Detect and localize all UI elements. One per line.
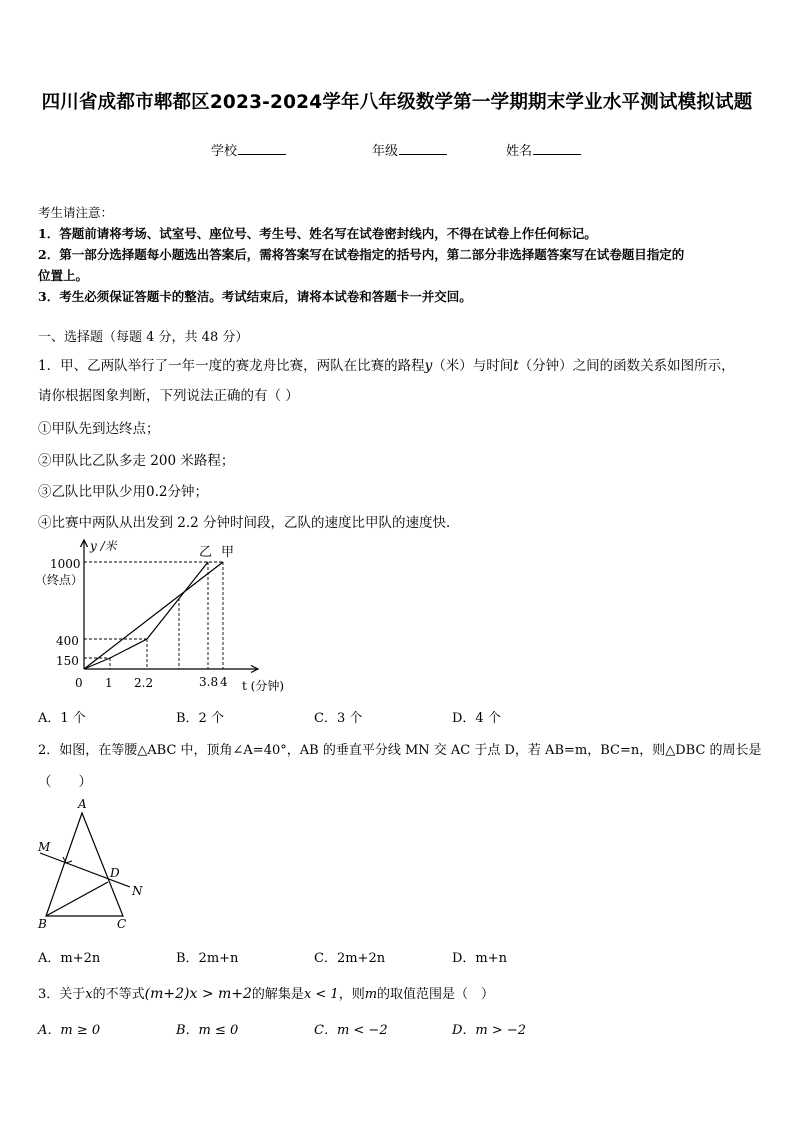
- series-label-yi: 乙: [199, 545, 213, 560]
- q3-solution: x < 1: [303, 987, 339, 1002]
- q1-option-c: C．3 个: [314, 711, 363, 726]
- school-field: 学校: [211, 140, 286, 159]
- label-b: B: [38, 917, 47, 931]
- q1-statement-4: ④比赛中两队从出发到 2.2 分钟时间段，乙队的速度比甲队的速度快．: [38, 515, 460, 531]
- x-axis-label: t (分钟): [242, 679, 285, 693]
- q2-option-b: B．2m+n: [176, 951, 239, 966]
- notice-item-1: 1．答题前请将考场、试室号、座位号、考生号、姓名写在试卷密封线内，不得在试卷上作任何标记。: [38, 226, 597, 241]
- q1-option-d: D．4 个: [452, 711, 501, 726]
- q1-chart: [30, 532, 310, 697]
- name-field: 姓名: [506, 140, 581, 159]
- q3-option-a: A．m ≥ 0: [38, 1023, 101, 1038]
- label-c: C: [117, 917, 127, 931]
- q2-option-c: C．2m+2n: [314, 951, 386, 966]
- notice-item-3: 3．考生必须保证答题卡的整洁。考试结束后，请将本试卷和答题卡一并交回。: [38, 289, 472, 304]
- q2-stem-line1: 2．如图，在等腰△ABC 中，顶角∠A=40°，AB 的垂直平分线 MN 交 AC 于点 D，若 AB=m，BC=n，则△DBC 的周长是: [38, 743, 762, 758]
- q1-option-b: B．2 个: [176, 711, 224, 726]
- q2-stem-line2: （ ）: [38, 774, 92, 790]
- x-tick-0: 0: [75, 676, 83, 690]
- y-tick-400: 400: [56, 634, 79, 648]
- page-title: 四川省成都市郫都区2023-2024学年八年级数学第一学期期末学业水平测试模拟试题: [41, 92, 753, 113]
- y-tick-150: 150: [56, 654, 79, 668]
- q1-stem-line1: 1．甲、乙两队举行了一年一度的赛龙舟比赛，两队在比赛的路程y（米）与时间t（分钟）之间的函数关系如图所示，: [38, 358, 735, 374]
- q3-stem: 3．关于x的不等式(m+2)x > m+2的解集是x < 1，则m的取值范围是（ ）: [38, 986, 495, 1002]
- q3-inequality: (m+2)x > m+2: [144, 986, 252, 1002]
- y-tick-end-label: （终点）: [35, 573, 84, 587]
- q2-option-a: A．m+2n: [38, 951, 101, 966]
- q3-option-d: D．m > −2: [452, 1023, 527, 1038]
- series-jia-line: [84, 562, 223, 669]
- q3-option-b: B．m ≤ 0: [176, 1023, 239, 1038]
- x-tick-2.2: 2.2: [134, 676, 154, 690]
- label-m: M: [38, 840, 51, 854]
- q1-stem-line2: 请你根据图象判断，下列说法正确的有（ ）: [38, 388, 299, 404]
- q1-statement-1: ①甲队先到达终点；: [38, 421, 160, 437]
- series-label-jia: 甲: [221, 545, 235, 560]
- x-tick-1: 1: [105, 676, 113, 690]
- q1-option-a: A．1 个: [38, 711, 86, 726]
- x-tick-4: 4: [220, 675, 228, 689]
- segment-bd: [46, 882, 108, 916]
- q2-figure: [30, 795, 160, 935]
- notice-item-2: 2．第一部分选择题每小题选出答案后，需将答案写在试卷指定的括号内，第二部分非选择题答案写在试卷题目指定的: [38, 247, 685, 262]
- triangle-abc: [46, 813, 123, 916]
- grade-field: 年级: [372, 140, 447, 159]
- q1-statement-2: ②甲队比乙队多走 200 米路程；: [38, 453, 235, 469]
- label-n: N: [132, 884, 143, 898]
- label-d: D: [110, 866, 120, 880]
- x-tick-3.8: 3.8: [199, 675, 219, 689]
- section-heading: 一、选择题（每题 4 分，共 48 分）: [38, 330, 249, 345]
- y-tick-1000: 1000: [50, 557, 81, 571]
- series-yi-line: [84, 562, 208, 669]
- notice-item-2-cont: 位置上。: [38, 268, 89, 283]
- q1-statement-3: ③乙队比甲队少用0.2分钟；: [38, 484, 208, 500]
- q3-option-c: C．m < −2: [314, 1023, 388, 1038]
- q2-option-d: D．m+n: [452, 951, 508, 966]
- y-axis-label: y /米: [90, 539, 117, 553]
- label-a: A: [78, 797, 87, 811]
- notice-heading: 考生请注意：: [38, 205, 114, 220]
